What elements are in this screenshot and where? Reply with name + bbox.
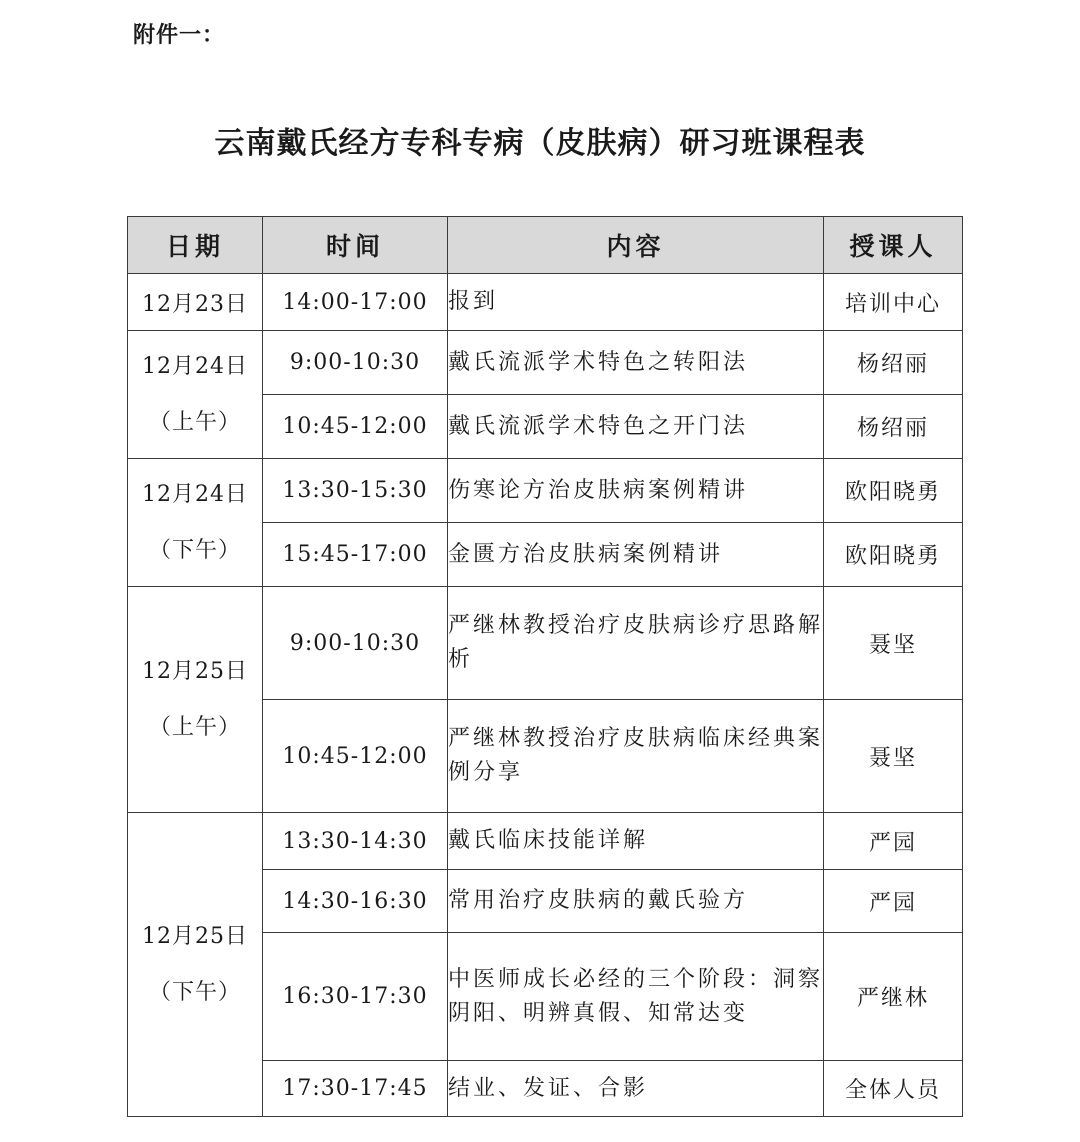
time-cell: 13:30-14:30: [263, 813, 448, 870]
date-text: 12月24日: [142, 353, 248, 379]
table-row: [128, 587, 963, 700]
schedule-table: [127, 216, 963, 1117]
teacher-cell: 聂坚: [824, 587, 963, 700]
time-cell: 10:45-12:00: [263, 395, 448, 459]
teacher-cell: 严园: [824, 870, 963, 933]
content-cell: 戴氏流派学术特色之开门法: [448, 395, 824, 459]
content-cell: 结业、发证、合影: [448, 1061, 824, 1117]
content-cell: 金匮方治皮肤病案例精讲: [448, 523, 824, 587]
time-cell: 17:30-17:45: [263, 1061, 448, 1117]
header-date: 日期: [128, 217, 263, 274]
table-header-row: [128, 217, 963, 274]
teacher-cell: 培训中心: [824, 274, 963, 331]
date-text: 12月24日: [142, 481, 248, 507]
table-row: [128, 459, 963, 523]
date-text: 12月25日: [142, 923, 248, 949]
teacher-cell: 严继林: [824, 933, 963, 1061]
time-cell: 10:45-12:00: [263, 700, 448, 813]
period-text: （下午）: [148, 979, 241, 1005]
period-text: （上午）: [148, 409, 241, 435]
date-cell: [128, 813, 263, 1117]
time-cell: 9:00-10:30: [263, 331, 448, 395]
header-time: 时间: [263, 217, 448, 274]
time-cell: 13:30-15:30: [263, 459, 448, 523]
period-text: （上午）: [148, 714, 241, 740]
time-cell: 14:00-17:00: [263, 274, 448, 331]
teacher-cell: 杨绍丽: [824, 395, 963, 459]
content-cell: 严继林教授治疗皮肤病诊疗思路解析: [448, 587, 824, 700]
table-row: [128, 813, 963, 870]
teacher-cell: 杨绍丽: [824, 331, 963, 395]
period-text: （下午）: [148, 537, 241, 563]
time-cell: 16:30-17:30: [263, 933, 448, 1061]
date-text: 12月23日: [142, 291, 248, 317]
header-teacher: 授课人: [824, 217, 963, 274]
page-title: 云南戴氏经方专科专病（皮肤病）研习班课程表: [214, 126, 866, 161]
teacher-cell: 欧阳晓勇: [824, 523, 963, 587]
table-row: [128, 331, 963, 395]
attachment-label: 附件一：: [133, 23, 226, 48]
content-cell: 戴氏临床技能详解: [448, 813, 824, 870]
time-cell: 15:45-17:00: [263, 523, 448, 587]
time-cell: 9:00-10:30: [263, 587, 448, 700]
date-text: 12月25日: [142, 658, 248, 684]
content-cell: 中医师成长必经的三个阶段：洞察阴阳、明辨真假、知常达变: [448, 933, 824, 1061]
date-cell: [128, 459, 263, 587]
header-content: 内容: [448, 217, 824, 274]
teacher-cell: 全体人员: [824, 1061, 963, 1117]
content-cell: 伤寒论方治皮肤病案例精讲: [448, 459, 824, 523]
content-cell: 严继林教授治疗皮肤病临床经典案例分享: [448, 700, 824, 813]
content-cell: 戴氏流派学术特色之转阳法: [448, 331, 824, 395]
date-cell: [128, 331, 263, 459]
content-cell: 常用治疗皮肤病的戴氏验方: [448, 870, 824, 933]
time-cell: 14:30-16:30: [263, 870, 448, 933]
date-cell: [128, 587, 263, 813]
table-row: [128, 274, 963, 331]
date-cell: [128, 274, 263, 331]
teacher-cell: 欧阳晓勇: [824, 459, 963, 523]
content-cell: 报到: [448, 274, 824, 331]
teacher-cell: 聂坚: [824, 700, 963, 813]
teacher-cell: 严园: [824, 813, 963, 870]
